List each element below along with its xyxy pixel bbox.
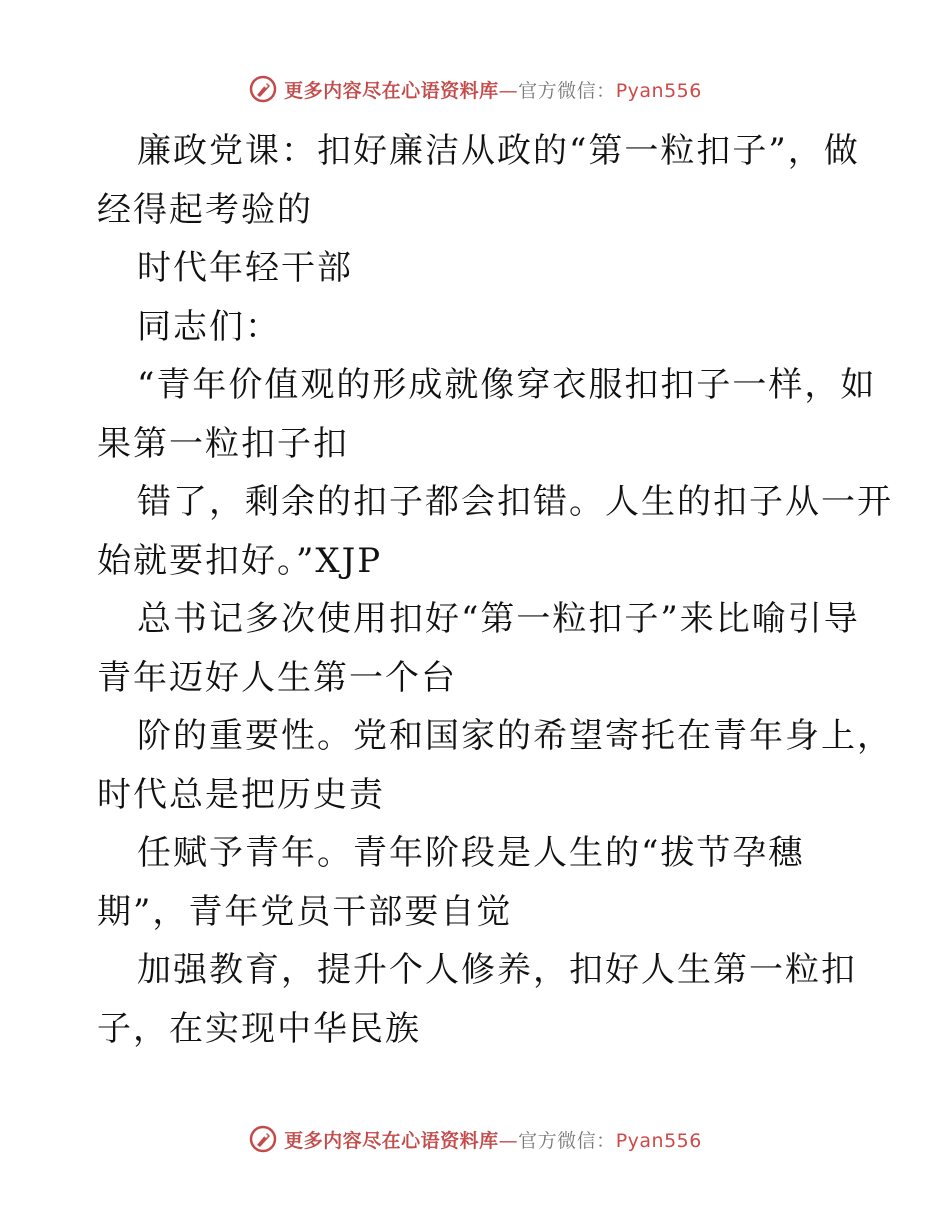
pen-nib-circle-icon — [248, 74, 278, 104]
text-line: 始就要扣好。”XJP — [97, 540, 383, 581]
watermark-text — [284, 76, 702, 103]
watermark-brand: 更多内容尽在心语资料库 — [284, 1129, 499, 1152]
watermark-handle: Pyan556 — [615, 79, 702, 102]
watermark-brand: 更多内容尽在心语资料库 — [284, 79, 499, 102]
text-line: 同志们： — [137, 306, 281, 347]
watermark-separator: — — [498, 79, 519, 102]
watermark-official: 官方微信： — [518, 1129, 616, 1152]
text-line: 果第一粒扣子扣 — [97, 423, 349, 464]
text-line: 错了，剩余的扣子都会扣错。人生的扣子从一开 — [137, 482, 893, 522]
document-body — [97, 122, 893, 1058]
header-watermark — [0, 74, 950, 104]
watermark-official: 官方微信： — [518, 79, 616, 102]
text-line: 时代年轻干部 — [137, 248, 353, 288]
text-line: 任赋予青年。青年阶段是人生的“拔节孕穗 — [137, 833, 805, 873]
footer-watermark — [0, 1124, 950, 1154]
watermark-text — [284, 1126, 702, 1153]
text-line: 经得起考验的 — [97, 189, 313, 230]
watermark-handle: Pyan556 — [615, 1129, 702, 1152]
text-line: 总书记多次使用扣好“第一粒扣子”来比喻引导 — [137, 599, 860, 639]
text-line: “青年价值观的形成就像穿衣服扣扣子一样，如 — [137, 365, 877, 405]
watermark-separator: — — [498, 1129, 519, 1152]
text-line: 加强教育，提升个人修养，扣好人生第一粒扣 — [137, 950, 857, 990]
text-line: 子，在实现中华民族 — [97, 1008, 421, 1049]
text-line: 期”，青年党员干部要自觉 — [97, 891, 513, 932]
text-line: 廉政党课：扣好廉洁从政的“第一粒扣子”，做 — [137, 131, 860, 171]
pen-nib-circle-icon — [248, 1124, 278, 1154]
text-line: 青年迈好人生第一个台 — [97, 657, 457, 698]
text-line: 阶的重要性。党和国家的希望寄托在青年身上， — [137, 716, 893, 756]
text-line: 时代总是把历史责 — [97, 774, 385, 815]
